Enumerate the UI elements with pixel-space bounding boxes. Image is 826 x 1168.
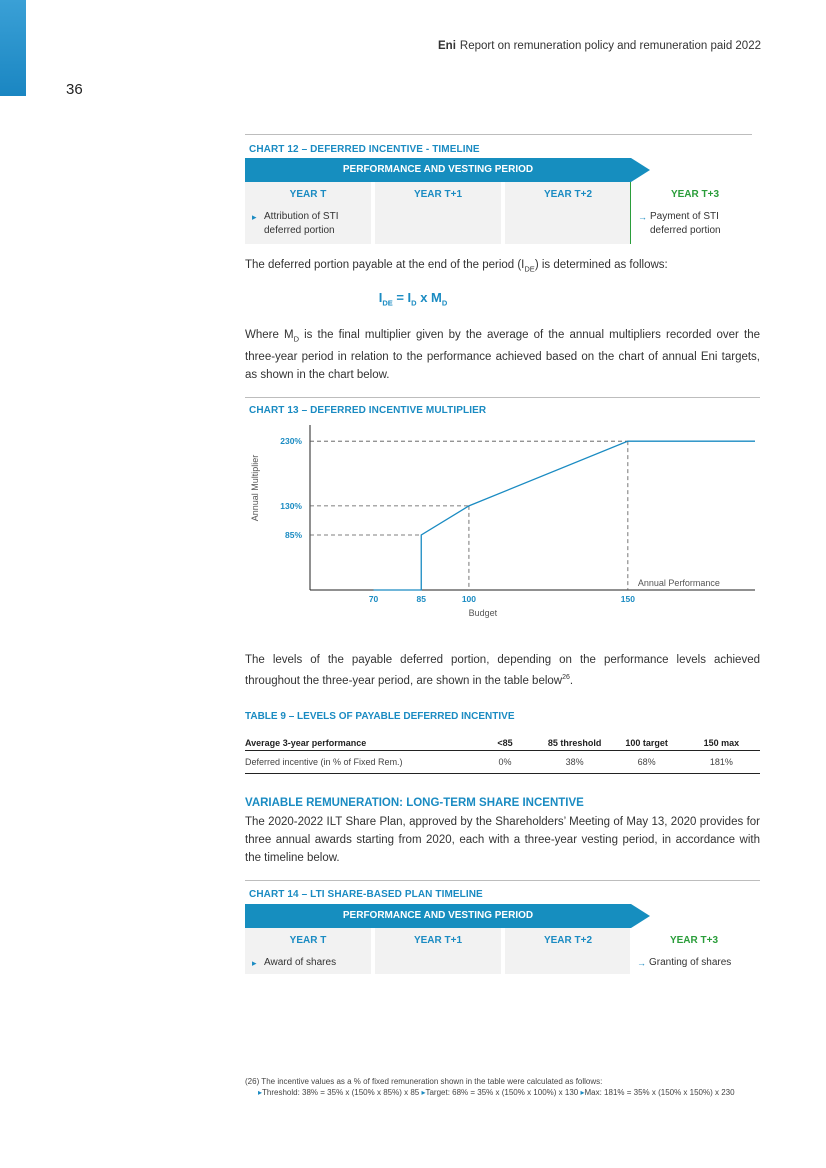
table-header: 100 target [611,735,683,751]
table-cell: Deferred incentive (in % of Fixed Rem.) [245,751,472,774]
side-accent-bar [0,0,26,96]
table-header-row [245,735,760,751]
y-axis-title: Annual Multiplier [250,454,260,522]
formula: $I_{DE} = I_D$ x $M_D$ [378,290,448,308]
report-title: Report on remuneration policy and remuneration paid 2022 [459,40,761,52]
chart14-title: CHART 14 – LTI SHARE-BASED PLAN TIMELINE [249,889,483,900]
timeline-col-t2 [505,928,631,974]
year-label: YEAR T [289,935,327,946]
timeline-col-t [245,928,371,974]
y-tick-label: 230% [280,436,302,447]
divider [245,397,760,398]
arrow-right-icon: → [637,958,646,968]
chart12-title: CHART 12 – DEFERRED INCENTIVE - TIMELINE [249,144,480,155]
triangle-bullet-icon: ▸ [580,1088,585,1097]
table-header: Average 3-year performance [245,735,472,751]
triangle-bullet-icon: ▸ [421,1088,426,1097]
chart12-timeline [245,158,760,244]
triangle-bullet-icon: ▸ [252,958,257,968]
table-row [245,751,760,774]
lti-paragraph: The 2020-2022 ILT Share Plan, approved by the Shareholders’ Meeting of May 13, 2020 provides for three annual awards starting from 2020, each with a three-year vesting period, in accordance with the timeline below. [245,816,760,864]
divider [245,134,752,135]
chart13-title: CHART 13 – DEFERRED INCENTIVE MULTIPLIER [249,405,487,416]
table-cell: 38% [539,751,611,774]
x-tick-label: 70 [368,594,379,604]
table-header: <85 [472,735,539,751]
y-tick-label: 85% [284,530,302,540]
footnote [245,1076,765,1098]
timeline-col-t [245,182,371,244]
chart14-timeline [245,904,760,974]
footnote-item: Target: 68% = 35% x (150% x 100%) x 130 [425,1088,579,1097]
page-number: 36 [66,81,83,98]
arrow-right-icon: → [638,212,647,222]
y-tick-label: 130% [280,500,302,511]
section-title: VARIABLE REMUNERATION: LONG-TERM SHARE INCENTIVE [245,797,584,809]
multiplier-line [374,441,755,590]
footnote-intro: (26) The incentive values as a % of fixed remuneration shown in the table were calculated as follows: [245,1077,603,1086]
x-axis-title: Annual Performance [637,578,720,588]
year-label: YEAR T [289,189,327,200]
year-label: YEAR T+2 [543,935,593,946]
table-header: 150 max [683,735,760,751]
budget-label: Budget [468,608,498,618]
footnote-item: Max: 181% = 35% x (150% x 150%) x 230 [584,1088,735,1097]
year-label: YEAR T+2 [543,189,593,200]
brand-name: Eni [438,40,456,52]
period-bar: PERFORMANCE AND VESTING PERIOD [245,158,631,182]
x-tick-label: 100 [461,594,477,604]
multiplier-chart [240,415,760,625]
deferred-intro: The deferred portion payable at the end of the period $(I_{DE})$ is determined as follows: [245,259,668,274]
period-arrow [631,158,650,182]
timeline-note-end: Granting of shares [649,957,732,968]
period-arrow [631,904,650,928]
timeline-col-t1 [375,182,501,244]
year-label: YEAR T+3 [670,189,720,200]
divider [245,880,760,881]
multiplier-paragraph: Where $M_D$ is the final multiplier given by the average of the annual multipliers recorded over the three-year period in relation to the performance achieved based on the chart of annual Eni targets, as shown in the chart below. [245,329,760,382]
timeline-note-end: Payment of STI deferred portion [650,211,721,236]
x-tick-label: 85 [416,594,426,604]
page-header [438,40,761,52]
timeline-note-start: Attribution of STI deferred portion [264,211,339,236]
timeline-col-t3 [630,182,759,244]
table-cell: 0% [472,751,539,774]
levels-paragraph: The levels of the payable deferred portion, depending on the performance levels achieved throughout the three-year period, are shown in the table below$^{26}$. [245,654,760,687]
x-tick-label: 150 [620,594,635,604]
year-label: YEAR T+3 [669,935,719,946]
table-cell: 181% [683,751,760,774]
timeline-col-t3 [630,928,758,974]
triangle-bullet-icon: ▸ [258,1088,263,1097]
levels-table [245,735,760,774]
timeline-note-start: Award of shares [264,957,337,968]
timeline-col-t2 [505,182,631,244]
period-bar: PERFORMANCE AND VESTING PERIOD [245,904,631,928]
year-label: YEAR T+1 [413,935,463,946]
year-label: YEAR T+1 [413,189,463,200]
triangle-bullet-icon: ▸ [252,212,257,222]
table9-title: TABLE 9 – LEVELS OF PAYABLE DEFERRED INCENTIVE [245,711,515,722]
timeline-col-t1 [375,928,501,974]
footnote-items [245,1087,765,1098]
table-cell: 68% [611,751,683,774]
table-header: 85 threshold [539,735,611,751]
footnote-item: Threshold: 38% = 35% x (150% x 85%) x 85 [262,1088,420,1097]
